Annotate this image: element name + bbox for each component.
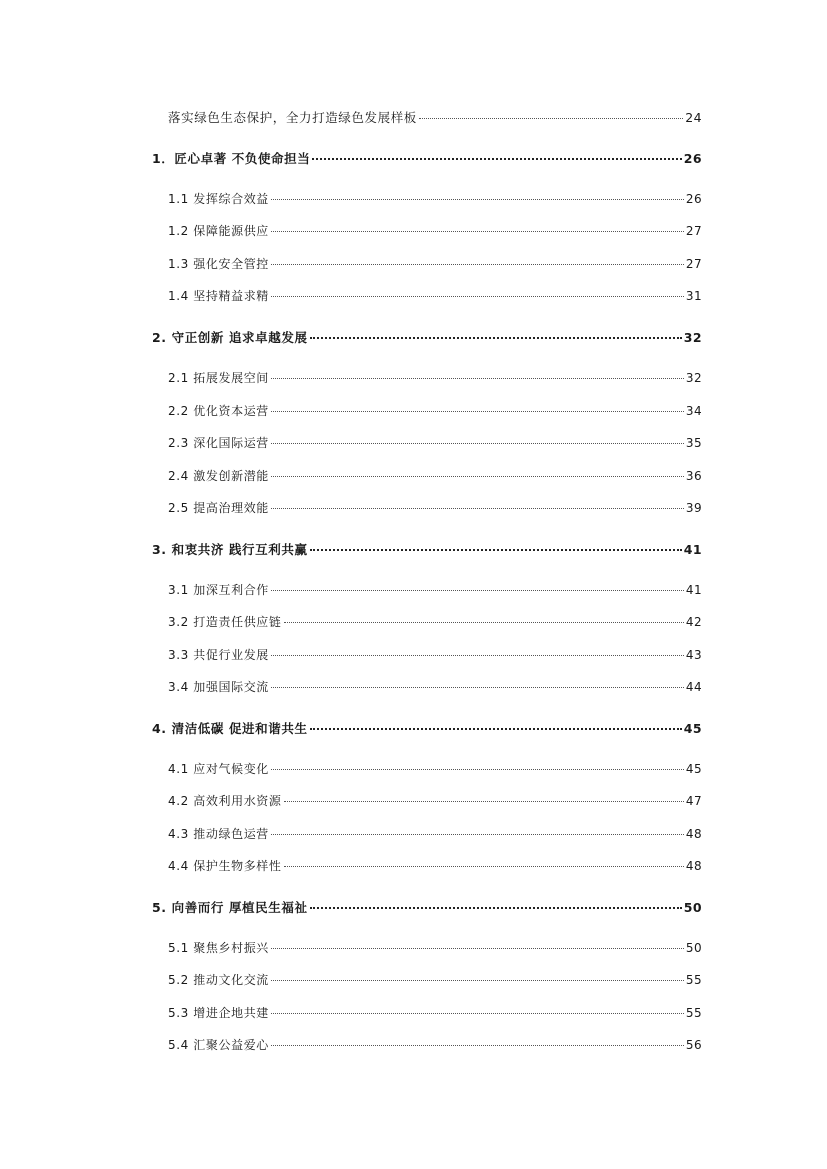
toc-page-number: 34 [685, 404, 702, 418]
dot-leader [271, 378, 684, 379]
toc-page-number: 26 [685, 192, 702, 206]
toc-page-number: 56 [685, 1038, 702, 1052]
toc-page-number: 55 [685, 1006, 702, 1020]
toc-entry-label: 1.4 坚持精益求精 [168, 289, 269, 303]
toc-entry-label: 1.1 发挥综合效益 [168, 192, 269, 206]
dot-leader [271, 231, 684, 232]
toc-entry-label: 4.1 应对气候变化 [168, 762, 269, 776]
toc-entry-label: 落实绿色生态保护，全力打造绿色发展样板 [168, 110, 417, 125]
toc-entry-label: 2. 守正创新 追求卓越发展 [152, 330, 308, 345]
toc-entry[interactable] [168, 825, 702, 842]
toc-entry-label: 2.3 深化国际运营 [168, 436, 269, 450]
toc-entry[interactable] [168, 287, 702, 304]
toc-page-number: 45 [683, 721, 702, 736]
toc-page-number: 50 [683, 900, 702, 915]
toc-page-number: 48 [685, 859, 702, 873]
toc-entry[interactable] [168, 1036, 702, 1053]
dot-leader [271, 1013, 684, 1014]
dot-leader [310, 907, 682, 909]
toc-entry[interactable] [168, 434, 702, 451]
toc-chapter-entry[interactable] [152, 149, 702, 167]
toc-entry[interactable] [168, 613, 702, 630]
toc-page-number: 43 [685, 648, 702, 662]
dot-leader [284, 622, 684, 623]
dot-leader [271, 1045, 684, 1046]
dot-leader [310, 549, 682, 551]
toc-entry[interactable] [168, 971, 702, 988]
toc-entry[interactable] [168, 678, 702, 695]
toc-page-number: 26 [683, 151, 702, 166]
toc-entry-label: 2.1 拓展发展空间 [168, 371, 269, 385]
dot-leader [271, 948, 684, 949]
toc-entry[interactable] [168, 581, 702, 598]
toc-page-number: 42 [685, 615, 702, 629]
toc-page-number: 27 [685, 224, 702, 238]
toc-entry-label: 1．匠心卓著 不负使命担当 [152, 151, 311, 166]
toc-entry-label: 2.2 优化资本运营 [168, 404, 269, 418]
dot-leader [271, 264, 684, 265]
toc-page-number: 41 [683, 542, 702, 557]
dot-leader [271, 769, 684, 770]
toc-entry-label: 1.2 保障能源供应 [168, 224, 269, 238]
dot-leader [271, 655, 684, 656]
dot-leader [271, 411, 684, 412]
toc-entry[interactable] [168, 857, 702, 874]
toc-chapter-entry[interactable] [152, 540, 702, 558]
toc-page-number: 35 [685, 436, 702, 450]
toc-entry-label: 4.2 高效利用水资源 [168, 794, 282, 808]
toc-entry-label: 5. 向善而行 厚植民生福祉 [152, 900, 308, 915]
toc-entry[interactable] [168, 222, 702, 239]
toc-entry[interactable] [168, 760, 702, 777]
toc-entry-label: 4.3 推动绿色运营 [168, 827, 269, 841]
toc-chapter-entry[interactable] [152, 328, 702, 346]
toc-page-number: 45 [685, 762, 702, 776]
toc-page-number: 55 [685, 973, 702, 987]
dot-leader [271, 590, 684, 591]
dot-leader [271, 834, 684, 835]
toc-entry[interactable] [168, 402, 702, 419]
toc-page-number: 41 [685, 583, 702, 597]
toc-entry-label: 5.4 汇聚公益爱心 [168, 1038, 269, 1052]
dot-leader [271, 508, 684, 509]
toc-chapter-entry[interactable] [152, 898, 702, 916]
dot-leader [271, 296, 684, 297]
toc-page-number: 32 [685, 371, 702, 385]
toc-entry[interactable] [168, 369, 702, 386]
dot-leader [271, 476, 684, 477]
toc-entry-label: 5.2 推动文化交流 [168, 973, 269, 987]
toc-entry[interactable] [168, 792, 702, 809]
dot-leader [310, 337, 682, 339]
dot-leader [312, 158, 681, 160]
dot-leader [284, 866, 684, 867]
toc-entry[interactable] [168, 939, 702, 956]
toc-page-number: 50 [685, 941, 702, 955]
dot-leader [271, 199, 684, 200]
toc-entry-label: 4.4 保护生物多样性 [168, 859, 282, 873]
toc-page-number: 48 [685, 827, 702, 841]
toc-entry[interactable] [168, 108, 702, 126]
toc-page-number: 31 [685, 289, 702, 303]
toc-entry-label: 3. 和衷共济 践行互利共赢 [152, 542, 308, 557]
dot-leader [271, 980, 684, 981]
toc-entry-label: 4. 清洁低碳 促进和谐共生 [152, 721, 308, 736]
toc-page-number: 36 [685, 469, 702, 483]
dot-leader [271, 443, 684, 444]
toc-entry[interactable] [168, 646, 702, 663]
toc-entry-label: 1.3 强化安全管控 [168, 257, 269, 271]
toc-chapter-entry[interactable] [152, 719, 702, 737]
toc-entry[interactable] [168, 190, 702, 207]
toc-entry-label: 2.5 提高治理效能 [168, 501, 269, 515]
toc-entry-label: 3.2 打造责任供应链 [168, 615, 282, 629]
toc-entry-label: 3.3 共促行业发展 [168, 648, 269, 662]
toc-page-number: 44 [685, 680, 702, 694]
toc-page-number: 27 [685, 257, 702, 271]
toc-entry[interactable] [168, 499, 702, 516]
toc-page-number: 39 [685, 501, 702, 515]
toc-page-number: 47 [685, 794, 702, 808]
toc-entry-label: 5.3 增进企地共建 [168, 1006, 269, 1020]
toc-entry-label: 3.1 加深互利合作 [168, 583, 269, 597]
toc-page-number: 32 [683, 330, 702, 345]
toc-entry-label: 5.1 聚焦乡村振兴 [168, 941, 269, 955]
toc-entry-label: 3.4 加强国际交流 [168, 680, 269, 694]
toc-entry[interactable] [168, 1004, 702, 1021]
toc-entry-label: 2.4 激发创新潜能 [168, 469, 269, 483]
toc-entry[interactable] [168, 255, 702, 272]
toc-page-number: 24 [685, 110, 702, 125]
dot-leader [310, 728, 682, 730]
dot-leader [419, 118, 683, 119]
dot-leader [271, 687, 684, 688]
dot-leader [284, 801, 684, 802]
toc-entry[interactable] [168, 467, 702, 484]
